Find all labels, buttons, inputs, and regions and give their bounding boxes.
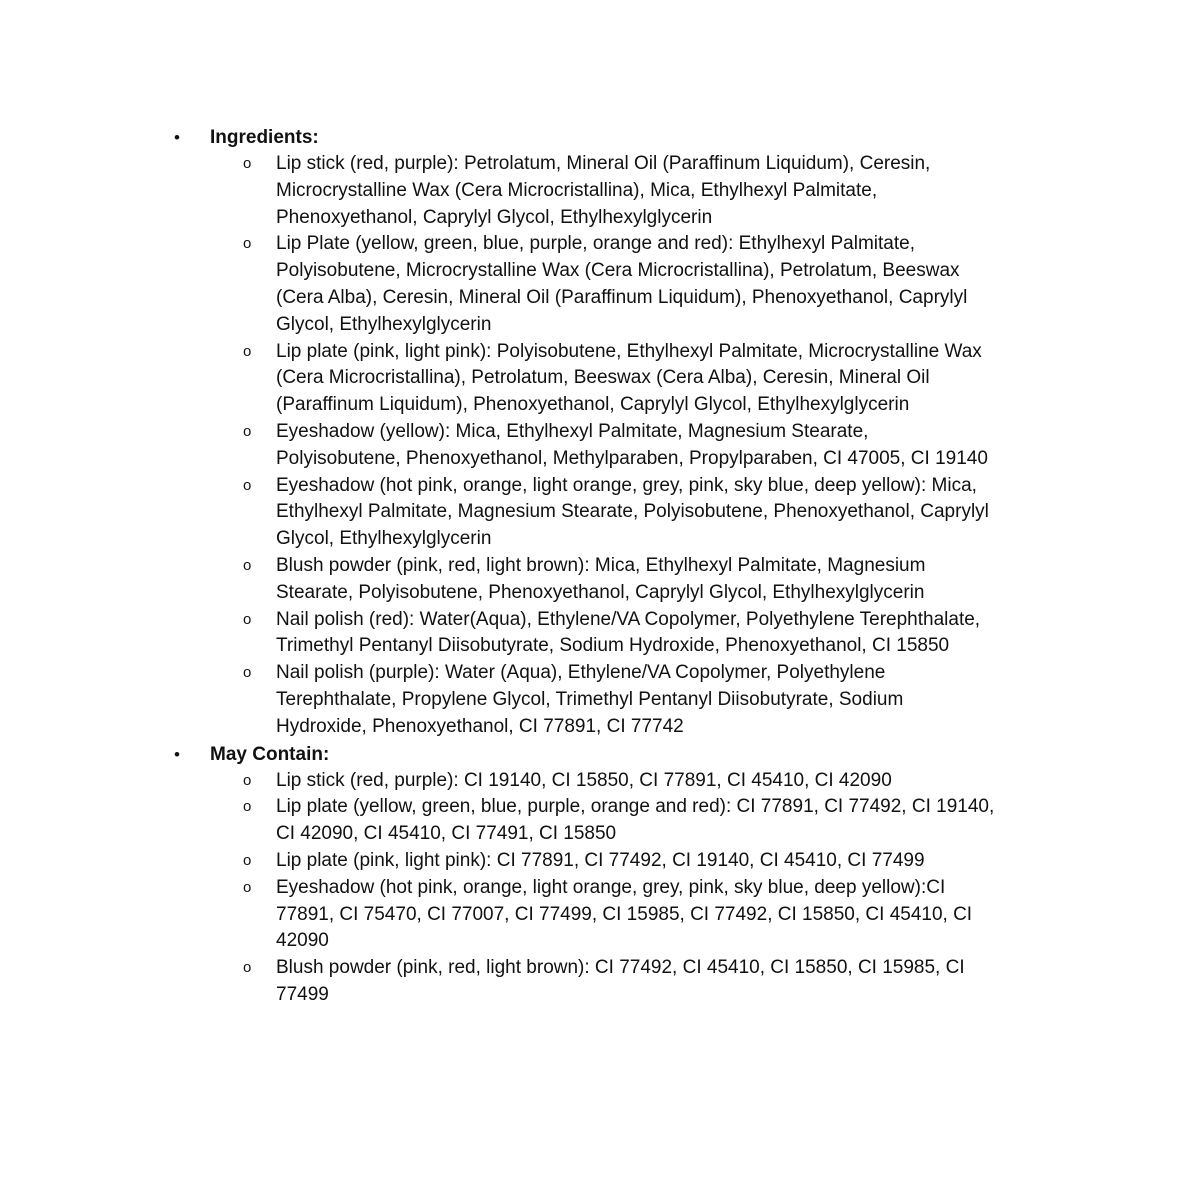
bullet-marker: •: [174, 744, 180, 764]
sub-bullet-marker: o: [243, 851, 252, 869]
ingredients-title: Ingredients:: [210, 127, 319, 148]
list-item-text: Nail polish (purple): Water (Aqua), Ethylene/VA Copolymer, Polyethylene Terephthalate, Propylene Glycol, Trimethyl Pentanyl Diisobutyrate, Sodium Hydroxide, Phenoxyethanol, CI 77891, CI 77742: [276, 662, 904, 737]
list-item: [0, 848, 998, 875]
list-item: [0, 607, 998, 661]
list-item-text: Lip plate (yellow, green, blue, purple, orange and red): CI 77891, CI 77492, CI 19140, CI 42090, CI 45410, CI 77491, CI 15850: [276, 796, 995, 845]
list-item-text: Lip stick (red, purple): CI 19140, CI 15850, CI 77891, CI 45410, CI 42090: [276, 769, 892, 791]
list-item: [0, 231, 998, 338]
list-item: [0, 660, 998, 740]
list-item-text: Lip plate (pink, light pink): CI 77891, CI 77492, CI 19140, CI 45410, CI 77499: [276, 849, 925, 871]
list-item-text: Eyeshadow (hot pink, orange, light orange, grey, pink, sky blue, deep yellow): Mica, Ethylhexyl Palmitate, Magnesium Stearate, Polyisobutene, Phenoxyethanol, Caprylyl Glycol, Ethylhexylglycerin: [276, 474, 989, 550]
sub-bullet-marker: o: [243, 155, 252, 172]
bullet-marker: •: [174, 128, 180, 147]
list-item: [0, 473, 998, 553]
sub-bullet-marker: o: [243, 610, 252, 628]
sub-bullet-marker: o: [243, 342, 252, 360]
sub-bullet-marker: o: [243, 664, 252, 682]
sub-bullet-marker: o: [243, 959, 252, 977]
list-item-text: Nail polish (red): Water(Aqua), Ethylene/VA Copolymer, Polyethylene Terephthalate, Trimethyl Pentanyl Diisobutyrate, Sodium Hydroxide, Phenoxyethanol, CI 15850: [276, 608, 981, 657]
list-item: [0, 553, 998, 607]
list-item: [0, 339, 998, 419]
sub-bullet-marker: o: [243, 556, 252, 574]
sub-bullet-marker: o: [243, 422, 252, 440]
may-contain-heading: [0, 741, 1200, 768]
sub-bullet-marker: o: [243, 878, 252, 896]
may-contain-section: [0, 741, 1200, 1009]
document-body: [0, 124, 1200, 1009]
ingredients-heading: [0, 124, 1200, 151]
list-item: [0, 419, 998, 473]
sub-bullet-marker: o: [243, 476, 252, 494]
list-item-text: Lip stick (red, purple): Petrolatum, Mineral Oil (Paraffinum Liquidum), Ceresin, Microcrystalline Wax (Cera Microcristallina), Mica, Ethylhexyl Palmitate, Phenoxyethanol, Caprylyl Glycol, Ethylhexylglycerin: [276, 153, 931, 228]
list-item: [0, 768, 998, 795]
sub-bullet-marker: o: [243, 798, 252, 816]
list-item: [0, 151, 998, 231]
list-item: [0, 875, 998, 955]
list-item: [0, 955, 998, 1009]
sub-bullet-marker: o: [243, 771, 252, 789]
ingredients-section: [0, 124, 1200, 741]
list-item-text: Eyeshadow (hot pink, orange, light orange, grey, pink, sky blue, deep yellow):CI 77891, CI 75470, CI 77007, CI 77499, CI 15985, CI 77492, CI 15850, CI 45410, CI 42090: [276, 876, 973, 952]
list-item: [0, 794, 998, 848]
list-item-text: Eyeshadow (yellow): Mica, Ethylhexyl Palmitate, Magnesium Stearate, Polyisobutene, Phenoxyethanol, Methylparaben, Propylparaben, CI 47005, CI 19140: [276, 420, 988, 469]
may-contain-title: May Contain:: [210, 743, 330, 765]
list-item-text: Lip plate (pink, light pink): Polyisobutene, Ethylhexyl Palmitate, Microcrystalline Wax (Cera Microcristallina), Petrolatum, Beeswax (Cera Alba), Ceresin, Mineral Oil (Paraffinum Liquidum), Phenoxyethanol, Caprylyl Glycol, Ethylhexylglycerin: [276, 340, 982, 416]
list-item-text: Blush powder (pink, red, light brown): Mica, Ethylhexyl Palmitate, Magnesium Stearate, Polyisobutene, Phenoxyethanol, Caprylyl Glycol, Ethylhexylglycerin: [276, 554, 926, 603]
list-item-text: Lip Plate (yellow, green, blue, purple, orange and red): Ethylhexyl Palmitate, Polyisobutene, Microcrystalline Wax (Cera Microcristallina), Petrolatum, Beeswax (Cera Alba), Ceresin, Mineral Oil (Paraffinum Liquidum), Phenoxyethanol, Caprylyl Glycol, Ethylhexylglycerin: [276, 233, 968, 335]
sub-bullet-marker: o: [243, 235, 252, 253]
list-item-text: Blush powder (pink, red, light brown): CI 77492, CI 45410, CI 15850, CI 15985, CI 77499: [276, 957, 965, 1005]
